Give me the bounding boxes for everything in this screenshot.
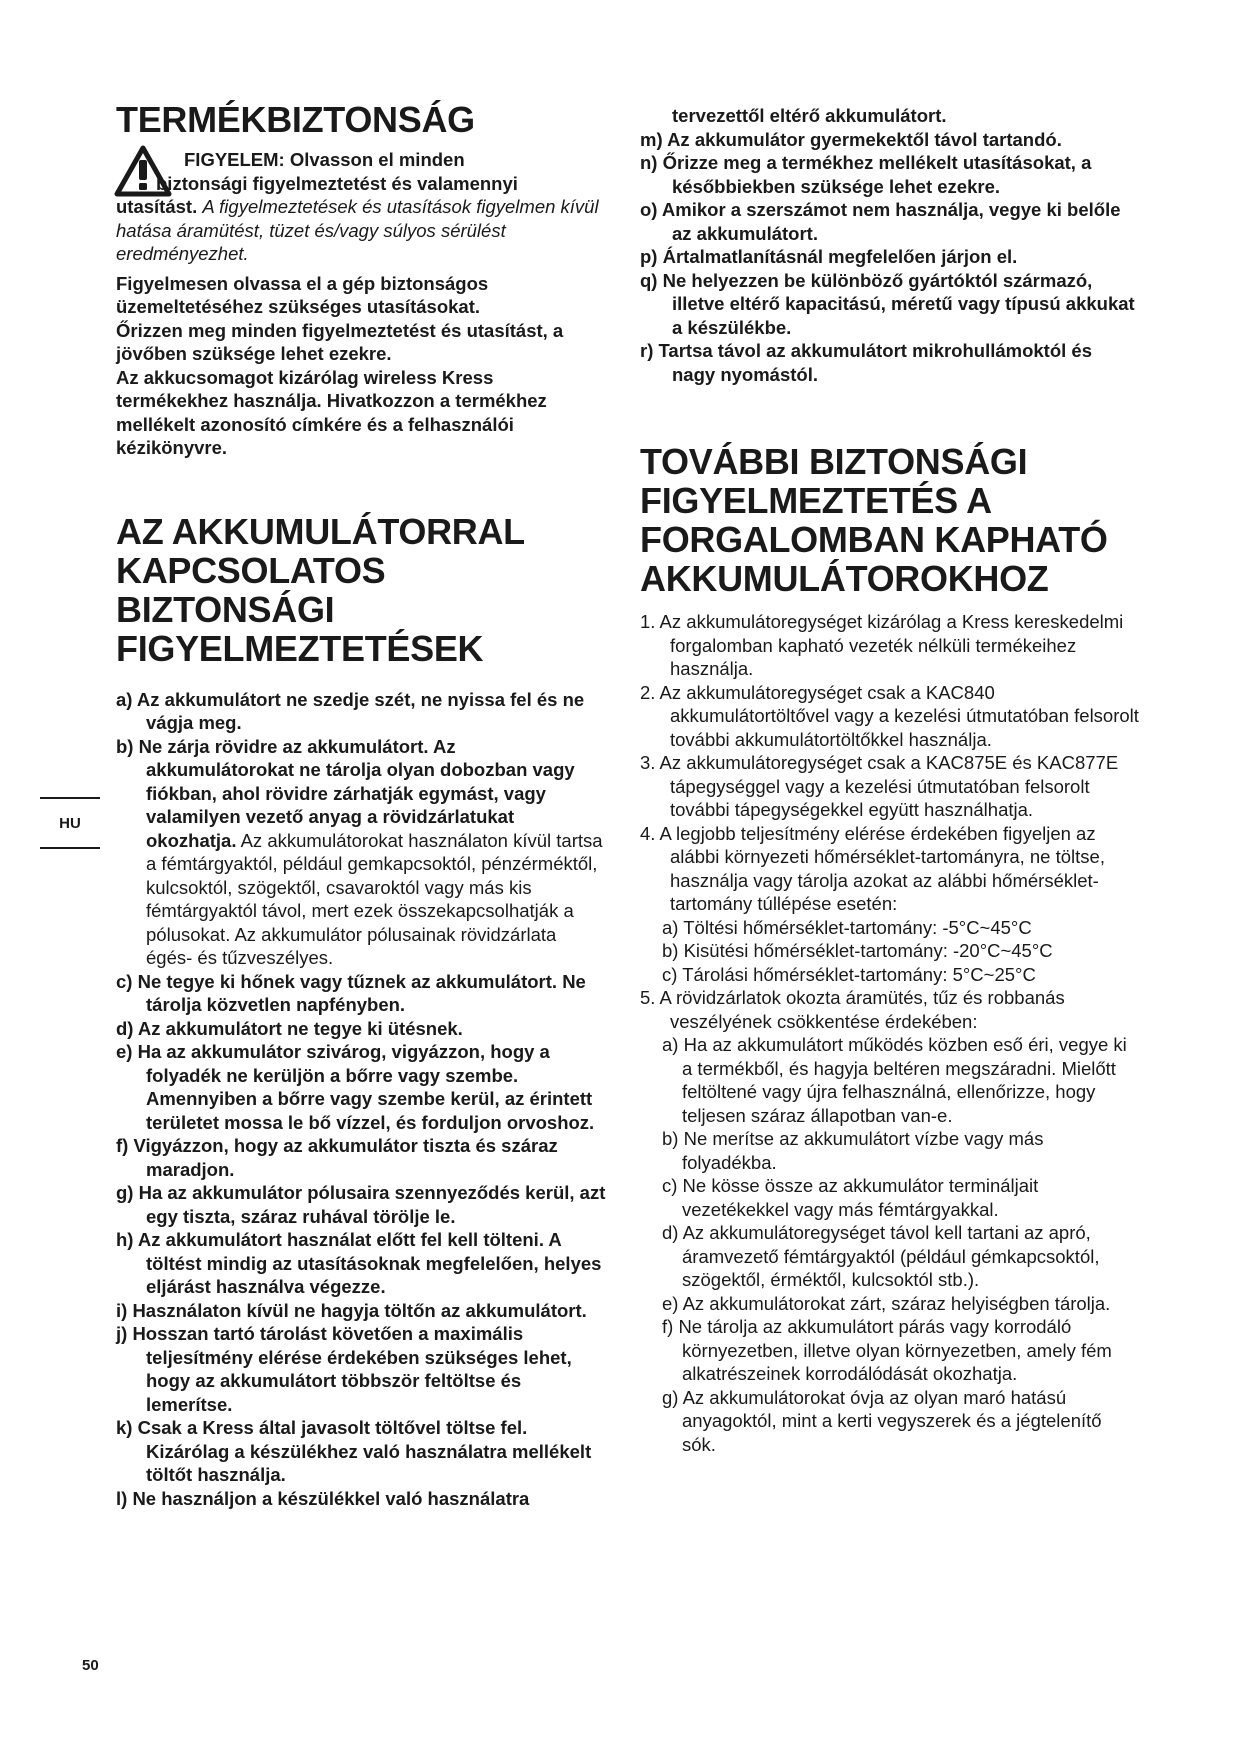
numbered-item: 3. Az akkumulátoregységet csak a KAC875E és KAC877E tápegységgel vagy a kezelési útmutatóban felsorolt további tápegységekkel együtt használhatja.	[640, 752, 1119, 820]
warning-line-1: FIGYELEM: Olvasson el minden	[184, 149, 465, 170]
list-item: p) Ártalmatlanításnál megfelelően járjon el.	[640, 246, 1018, 267]
list-item: f) Vigyázzon, hogy az akkumulátor tiszta és száraz maradjon.	[116, 1135, 558, 1180]
numbered-item: 5. A rövidzárlatok okozta áramütés, tűz és robbanás veszélyének csökkentése érdekében:	[640, 987, 1065, 1032]
page-number: 50	[82, 1657, 99, 1674]
battery-safety-title: AZ AKKUMULÁTORRAL KAPCSOLATOS BIZTONSÁGI FIGYELMEZTETÉSEK	[116, 510, 525, 669]
product-safety-title: TERMÉKBIZTONSÁG	[116, 99, 475, 140]
additional-safety-title: TOVÁBBI BIZTONSÁGI FIGYELMEZTETÉS A FORGALOMBAN KAPHATÓ AKKUMULÁTOROKHOZ	[640, 441, 1108, 599]
temperature-item: b) Kisütési hőmérséklet-tartomány: -20°C~45°C	[662, 940, 1053, 961]
paragraph-battery-usage: Az akkucsomagot kizárólag wireless Kress termékekhez használja. Hivatkozzon a termékhez mellékelt azonosító címkére és a felhasználói kézikönyvre.	[116, 366, 547, 458]
warning-line-3: utasítást.	[116, 196, 198, 217]
temperature-item: c) Tárolási hőmérséklet-tartomány: 5°C~25°C	[662, 963, 1036, 985]
numbered-item: 1. Az akkumulátoregységet kizárólag a Kress kereskedelmi forgalomban kapható vezeték nélküli termékeihez használja.	[640, 611, 1124, 679]
list-item: o) Amikor a szerszámot nem használja, vegye ki belőle az akkumulátort.	[640, 199, 1121, 244]
sub-item: c) Ne kösse össze az akkumulátor termináljait vezetékekkel vagy más fémtárgyakkal.	[662, 1175, 1039, 1220]
warning-block	[116, 145, 606, 266]
right-column	[640, 0, 1140, 1456]
list-item: d) Az akkumulátort ne tegye ki ütésnek.	[116, 1017, 463, 1039]
paragraph-read-instructions: Figyelmesen olvassa el a gép biztonságos üzemeltetéséhez szükséges utasításokat.	[116, 272, 489, 317]
sub-item: f) Ne tárolja az akkumulátort párás vagy korrodáló környezetben, illetve olyan környezetben, amely fém alkatrészeinek korrodálódását okozhatja.	[662, 1316, 1112, 1384]
list-item: b) Ne zárja rövidre az akkumulátort. Az akkumulátorokat ne tárolja olyan dobozban vagy fiókban, ahol rövidre zárhatják egymást, vagy valamilyen vezető anyag a rövidzárlatukat okozhatja. Az akkumulátorokat használaton kívül tartsa a fémtárgyaktól, például gemkapcsoktól, pénzérméktől, kulcsoktól, szögektől, csavaroktól vagy más kis fémtárgyaktól távol, mert ezek összekapcsolhatják a pólusokat. Az akkumulátor pólusainak rövidzárlata égés- és tűzveszélyes.	[116, 735, 603, 968]
left-column	[116, 0, 606, 1510]
warning-triangle-icon	[114, 145, 172, 197]
additional-safety-list	[640, 610, 1140, 1456]
warning-body	[116, 195, 606, 266]
list-item: e) Ha az akkumulátor szivárog, vigyázzon, hogy a folyadék ne kerüljön a bőrre vagy szembe. Amennyiben a bőrre vagy szembe kerül, az érintett területet mossa le bő vízzel, és forduljon orvoshoz.	[116, 1041, 595, 1133]
battery-safety-list	[116, 688, 606, 1511]
warning-line-2: biztonsági figyelmeztetést és valamennyi	[156, 172, 518, 194]
list-item: a) Az akkumulátort ne szedje szét, ne nyissa fel és ne vágja meg.	[116, 688, 585, 733]
list-item: i) Használaton kívül ne hagyja töltőn az akkumulátort.	[116, 1299, 587, 1321]
battery-safety-list-continued	[640, 128, 1140, 387]
sub-item: d) Az akkumulátoregységet távol kell tartani az apró, áramvezető fémtárgyaktól (például gémkapcsoktól, szögektől, érméktől, kulcsoktól stb.).	[662, 1222, 1100, 1290]
paragraph-keep-warnings: Őrizzen meg minden figyelmeztetést és utasítást, a jövőben szüksége lehet ezekre.	[116, 319, 564, 364]
list-item: m) Az akkumulátor gyermekektől távol tartandó.	[640, 128, 1062, 150]
list-continuation: tervezettől eltérő akkumulátort.	[672, 105, 947, 126]
list-item: r) Tartsa távol az akkumulátort mikrohullámoktól és nagy nyomástól.	[640, 340, 1093, 385]
sub-item: a) Ha az akkumulátort működés közben eső éri, vegye ki a termékből, és hagyja beltéren megszáradni. Mielőtt feltöltené vagy újra felhasználná, ellenőrizze, hogy teljesen száraz állapotban van-e.	[662, 1034, 1127, 1126]
sub-item: e) Az akkumulátorokat zárt, száraz helyiségben tárolja.	[662, 1292, 1111, 1314]
list-item: j) Hosszan tartó tárolást követően a maximális teljesítmény elérése érdekében szükséges lehet, hogy az akkumulátort többször feltöltse és lemerítse.	[116, 1323, 572, 1415]
list-item: q) Ne helyezzen be különböző gyártóktól származó, illetve eltérő kapacitású, méretű vagy típusú akkukat a készülékbe.	[640, 269, 1135, 338]
warning-italic: A figyelmeztetések és utasítások figyelmen kívül hatása áramütést, tüzet és/vagy súlyos sérülést eredményezhet.	[116, 196, 599, 264]
numbered-item: 2. Az akkumulátoregységet csak a KAC840 akkumulátortöltővel vagy a kezelési útmutatóban felsorolt további akkumulátortöltőkkel használja.	[640, 681, 1139, 750]
sub-item: g) Az akkumulátorokat óvja az olyan maró hatású anyagoktól, mint a kerti vegyszerek és a jégtelenítő sók.	[662, 1386, 1102, 1455]
list-item: l) Ne használjon a készülékkel való használatra	[116, 1487, 530, 1509]
numbered-item: 4. A legjobb teljesítmény elérése érdekében figyeljen az alábbi környezeti hőmérséklet-tartományra, ne töltse, használja vagy tárolja azokat az alábbi hőmérséklet-tartomány túllépése esetén:	[640, 822, 1105, 914]
list-item: c) Ne tegye ki hőnek vagy tűznek az akkumulátort. Ne tárolja közvetlen napfényben.	[116, 970, 586, 1015]
list-item: h) Az akkumulátort használat előtt fel kell tölteni. A töltést mindig az utasításoknak megfelelően, helyes eljárást használva végezze.	[116, 1229, 602, 1297]
list-item: g) Ha az akkumulátor pólusaira szennyeződés kerül, azt egy tiszta, száraz ruhával törölje le.	[116, 1182, 606, 1227]
temperature-item: a) Töltési hőmérséklet-tartomány: -5°C~45°C	[662, 916, 1032, 938]
list-item: k) Csak a Kress által javasolt töltővel töltse fel. Kizárólag a készülékhez való használatra mellékelt töltőt használja.	[116, 1417, 592, 1485]
language-tab: HU	[40, 797, 100, 849]
sub-item: b) Ne merítse az akkumulátort vízbe vagy más folyadékba.	[662, 1128, 1044, 1173]
list-item: n) Őrizze meg a termékhez mellékelt utasításokat, a későbbiekben szüksége lehet ezekre.	[640, 152, 1092, 197]
